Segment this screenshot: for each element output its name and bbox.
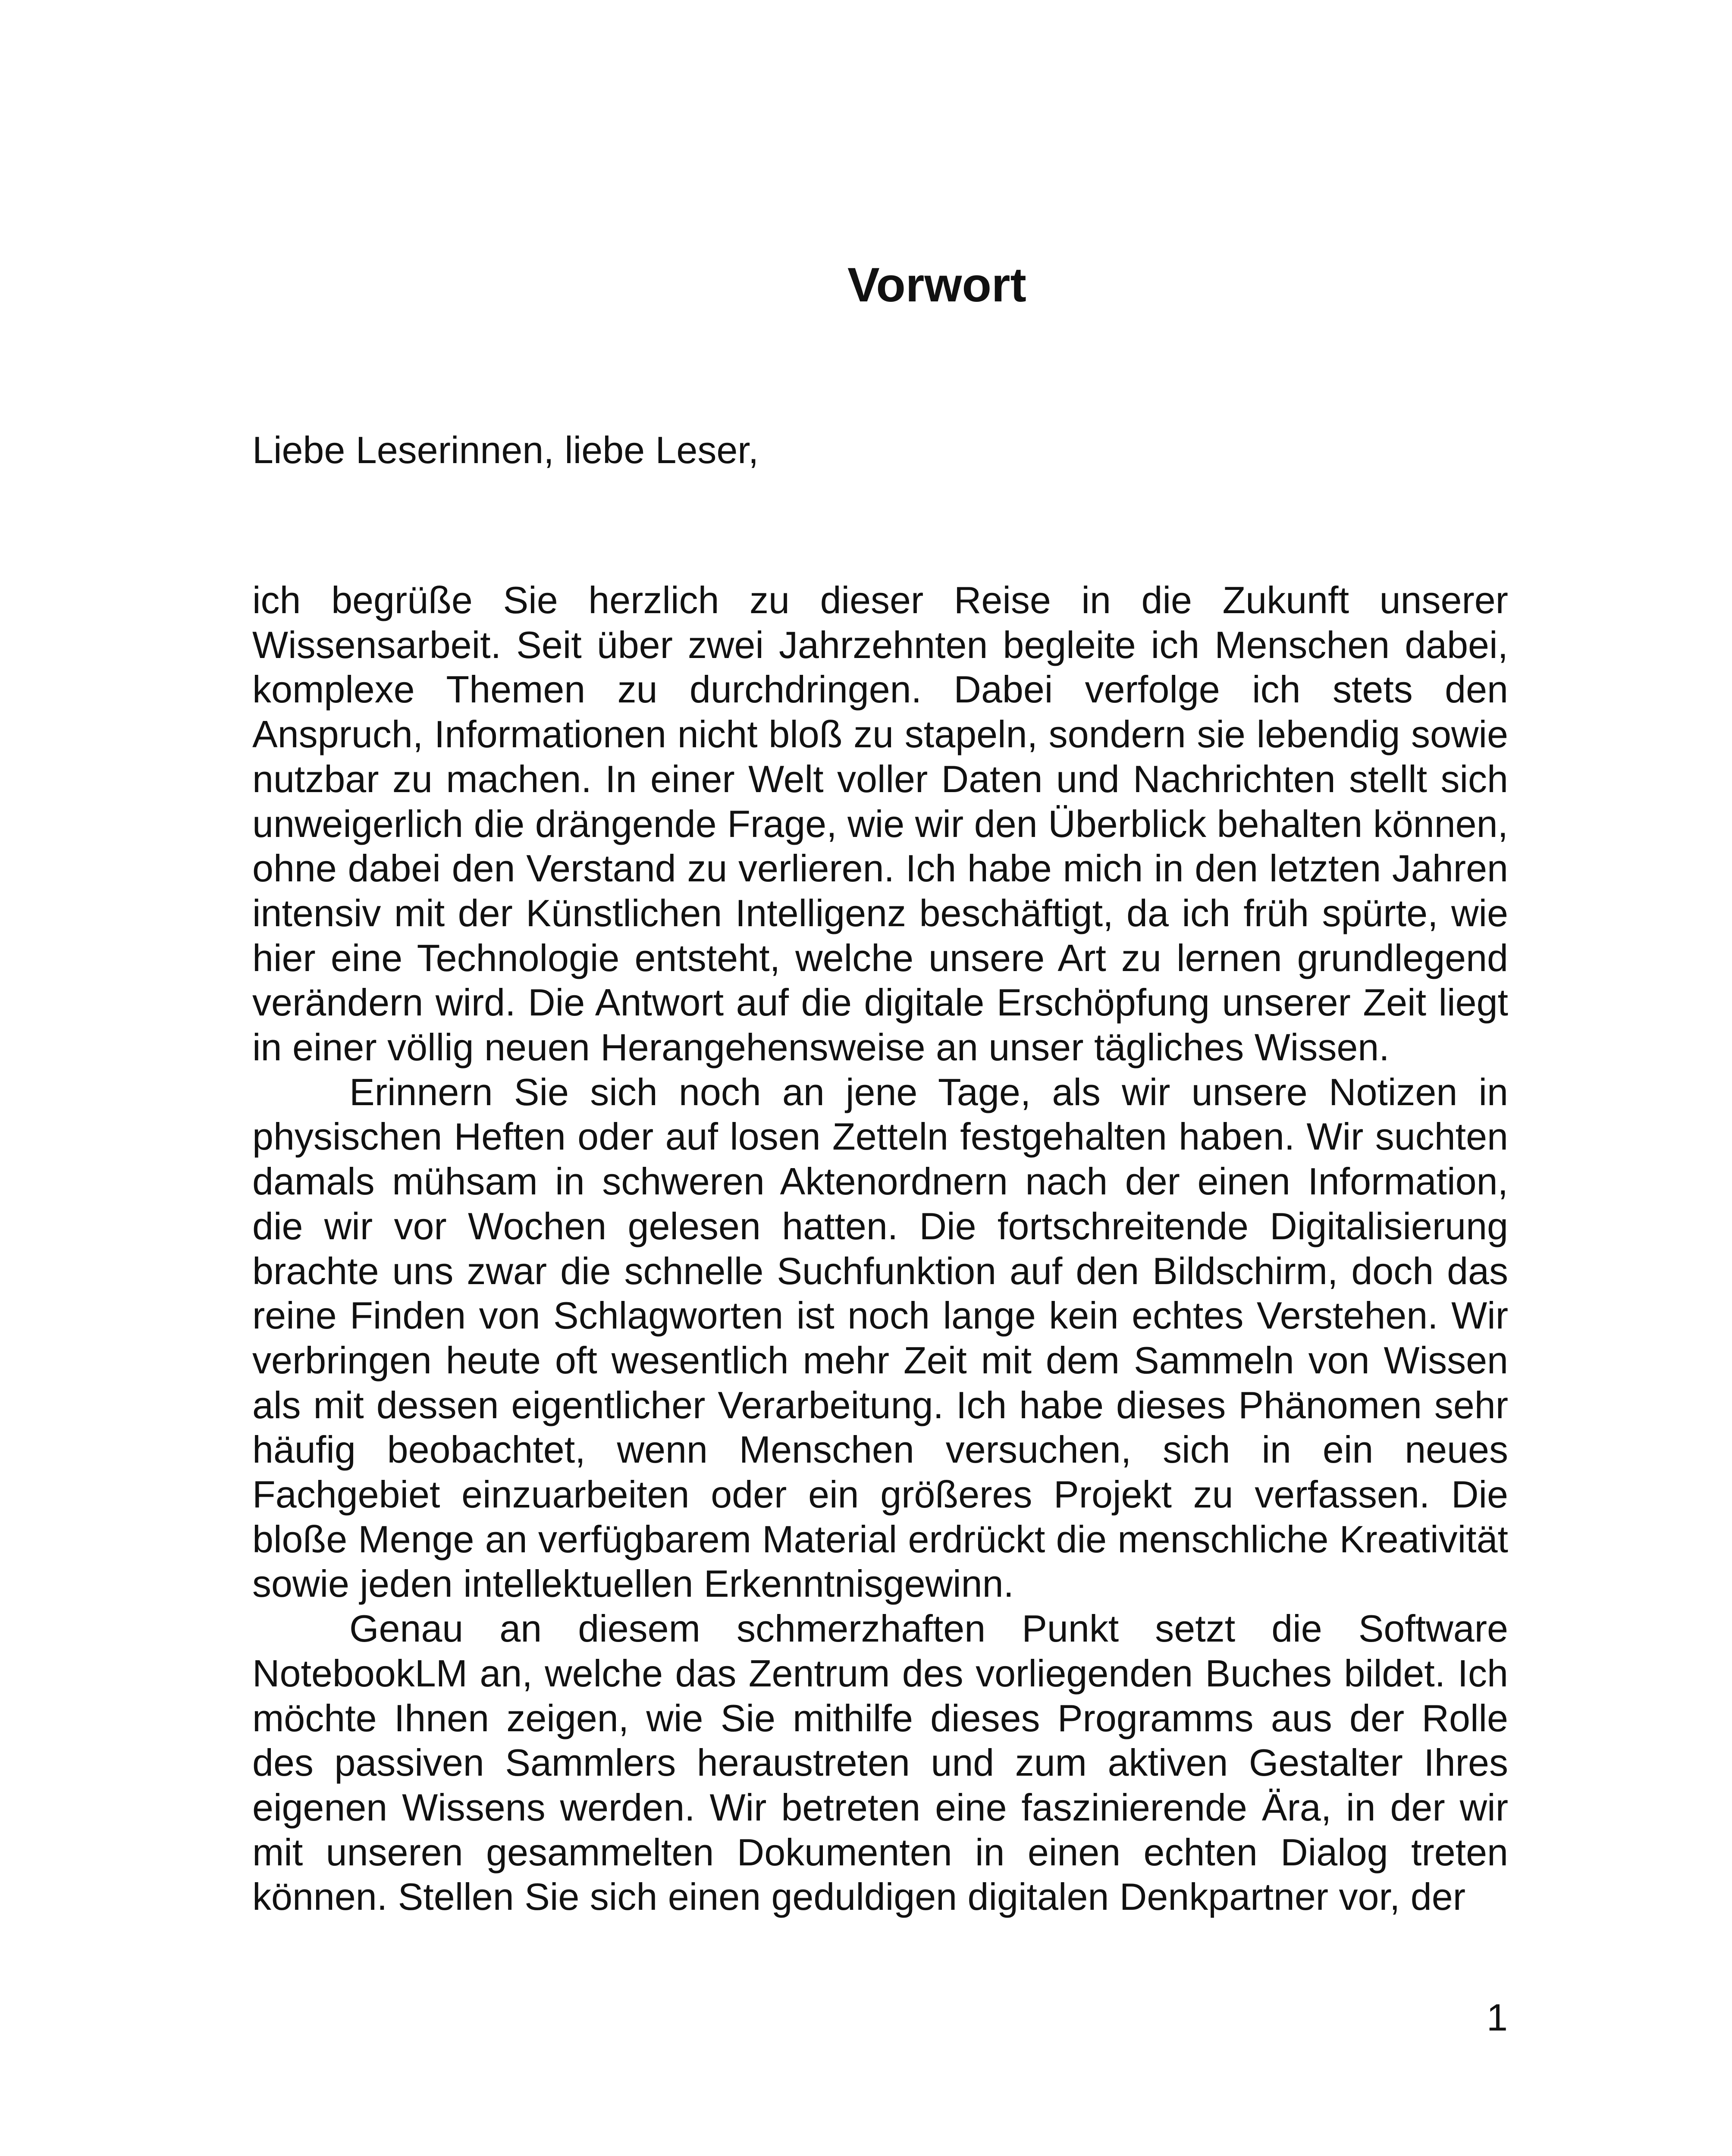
page-title: Vorwort: [847, 258, 1026, 312]
body-text: [252, 578, 1508, 1919]
page-number: 1: [1487, 1996, 1508, 2039]
salutation: Liebe Leserinnen, liebe Leser,: [252, 429, 759, 471]
paragraph-2: Erinnern Sie sich noch an jene Tage, als wir unsere Notizen in physischen Heften oder auf losen Zetteln festgehalten haben. Wir suchten damals mühsam in schweren Aktenordnern nach der einen Information, die wir vor Wochen gelesen hatten. Die fortschreitende Digitalisierung brachte uns zwar die schnelle Suchfunktion auf den Bildschirm, doch das reine Finden von Schlagworten ist noch lange kein echtes Verstehen. Wir verbringen heute oft wesentlich mehr Zeit mit dem Sammeln von Wissen als mit dessen eigentlicher Verarbeitung. Ich habe dieses Phänomen sehr häufig beobachtet, wenn Menschen versuchen, sich in ein neues Fachgebiet einzuarbeiten oder ein größeres Projekt zu verfassen. Die bloße Menge an verfügbarem Material erdrückt die menschliche Kreativität sowie jeden intellektuellen Erkenntnisgewinn.: [252, 1070, 1508, 1605]
paragraph-1: ich begrüße Sie herzlich zu dieser Reise in die Zukunft unserer Wissensarbeit. Seit über zwei Jahrzehnten begleite ich Menschen dabei, komplexe Themen zu durchdringen. Dabei verfolge ich stets den Anspruch, Informationen nicht bloß zu stapeln, sondern sie lebendig sowie nutzbar zu machen. In einer Welt voller Daten und Nachrichten stellt sich unweigerlich die drängende Frage, wie wir den Überblick behalten können, ohne dabei den Verstand zu verlieren. Ich habe mich in den letzten Jahren intensiv mit der Künstlichen Intelligenz beschäftigt, da ich früh spürte, wie hier eine Technologie entsteht, welche unsere Art zu lernen grundlegend verändern wird. Die Antwort auf die digitale Erschöpfung unserer Zeit liegt in einer völlig neuen Herangehensweise an unser tägliches Wissen.: [252, 579, 1508, 1069]
paragraph-3: Genau an diesem schmerzhaften Punkt setzt die Software NotebookLM an, welche das Zentrum des vorliegenden Buches bildet. Ich möchte Ihnen zeigen, wie Sie mithilfe dieses Programms aus der Rolle des passiven Sammlers heraustreten und zum aktiven Gestalter Ihres eigenen Wissens werden. Wir betreten eine faszinierende Ära, in der wir mit unseren gesammelten Dokumenten in einen echten Dialog treten können. Stellen Sie sich einen geduldigen digitalen Denkpartner vor, der: [252, 1607, 1508, 1918]
